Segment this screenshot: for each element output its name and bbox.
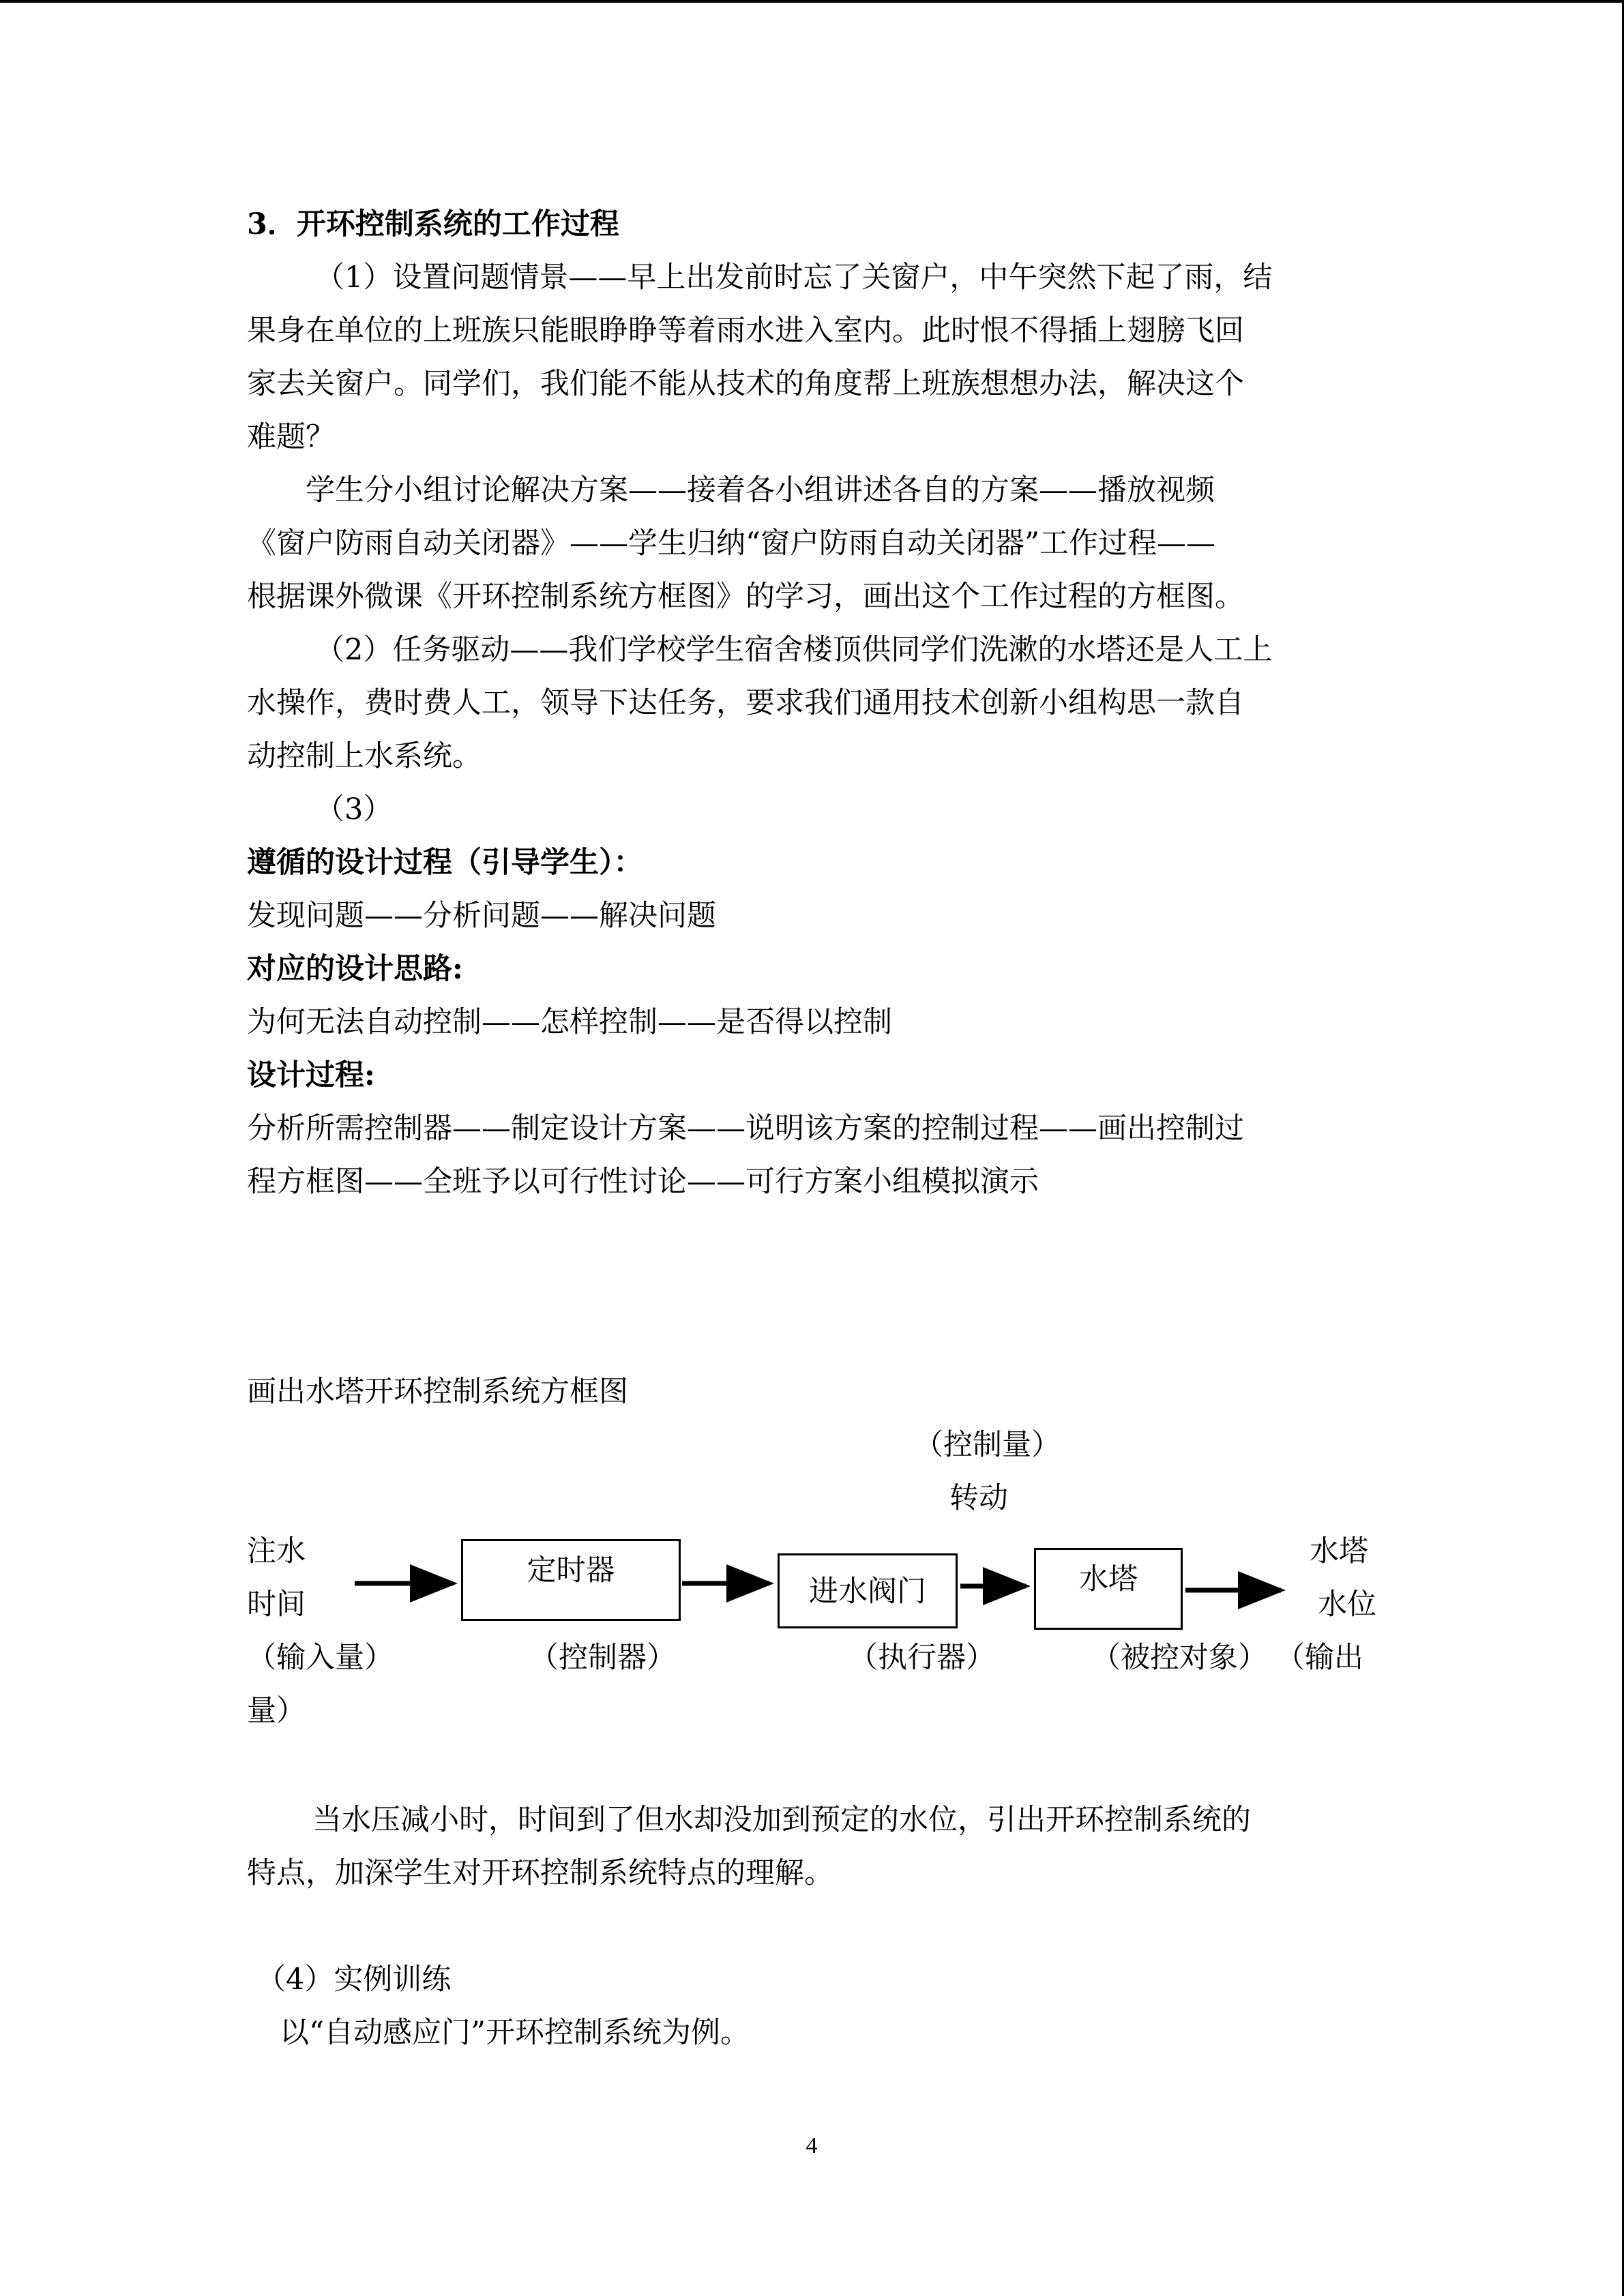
paragraph-5-line-2: 特点，加深学生对开环控制系统特点的理解。 bbox=[247, 1856, 833, 1890]
heading-design-course: 设计过程: bbox=[247, 1058, 375, 1092]
heading-design-process: 遵循的设计过程（引导学生）： bbox=[247, 846, 643, 880]
paragraph-3-line-2: 水操作，费时费人工，领导下达任务，要求我们通用技术创新小组构思一款自 bbox=[247, 686, 1244, 720]
actuator-role-label: （执行器） bbox=[848, 1641, 995, 1675]
paragraph-1-line-1: （1）设置问题情景——早上出发前时忘了关窗户，中午突然下起了雨，结 bbox=[315, 260, 1273, 295]
plant-name: 水塔 bbox=[1079, 1562, 1138, 1596]
control-quantity-label: （控制量） bbox=[914, 1428, 1061, 1462]
paragraph-6: （4）实例训练 bbox=[256, 1963, 452, 1997]
paragraph-2-line-2: 《窗户防雨自动关闭器》——学生归纳“窗户防雨自动关闭器”工作过程—— bbox=[247, 526, 1215, 561]
plant-role-label: （被控对象） bbox=[1091, 1641, 1267, 1675]
paragraph-5-line-1: 当水压减小时，时间到了但水却没加到预定的水位，引出开环控制系统的 bbox=[312, 1803, 1251, 1837]
paragraph-1-line-3: 家去关窗户。同学们，我们能不能从技术的角度帮上班族想想办法，解决这个 bbox=[247, 367, 1244, 401]
page-number: 4 bbox=[806, 2133, 818, 2158]
output-role-label-continued: 量） bbox=[247, 1694, 306, 1728]
output-label-line-2: 水位 bbox=[1318, 1587, 1376, 1622]
input-role-label: （输入量） bbox=[247, 1641, 394, 1675]
output-label-line-1: 水塔 bbox=[1310, 1534, 1368, 1568]
control-quantity-value: 转动 bbox=[949, 1481, 1008, 1515]
paragraph-1-line-2: 果身在单位的上班族只能眼睁睁等着雨水进入室内。此时恨不得插上翅膀飞回 bbox=[247, 314, 1244, 348]
design-course-line-1: 分析所需控制器——制定设计方案——说明该方案的控制过程——画出控制过 bbox=[247, 1112, 1244, 1146]
design-process-steps: 发现问题——分析问题——解决问题 bbox=[247, 899, 716, 933]
design-thinking-steps: 为何无法自动控制——怎样控制——是否得以控制 bbox=[247, 1005, 892, 1039]
diagram-caption: 画出水塔开环控制系统方框图 bbox=[247, 1375, 628, 1409]
section-heading: 3．开环控制系统的工作过程 bbox=[247, 207, 619, 241]
controller-name: 定时器 bbox=[527, 1553, 615, 1587]
actuator-name: 进水阀门 bbox=[809, 1575, 926, 1609]
paragraph-2-line-1: 学生分小组讨论解决方案——接着各小组讲述各自的方案——播放视频 bbox=[306, 473, 1215, 507]
heading-design-thinking: 对应的设计思路: bbox=[247, 952, 463, 986]
input-label-line-1: 注水 bbox=[247, 1534, 306, 1568]
paragraph-2-line-3: 根据课外微课《开环控制系统方框图》的学习，画出这个工作过程的方框图。 bbox=[247, 580, 1244, 614]
paragraph-7: 以“自动感应门”开环控制系统为例。 bbox=[280, 2016, 750, 2050]
output-role-label: （输出 bbox=[1275, 1641, 1363, 1675]
controller-role-label: （控制器） bbox=[529, 1641, 676, 1675]
paragraph-3-line-1: （2）任务驱动——我们学校学生宿舍楼顶供同学们洗漱的水塔还是人工上 bbox=[315, 633, 1273, 667]
paragraph-4: （3） bbox=[315, 792, 393, 826]
paragraph-1-line-4: 难题？ bbox=[247, 420, 335, 454]
paragraph-3-line-3: 动控制上水系统。 bbox=[247, 739, 482, 773]
input-label-line-2: 时间 bbox=[247, 1587, 306, 1622]
design-course-line-2: 程方框图——全班予以可行性讨论——可行方案小组模拟演示 bbox=[247, 1165, 1039, 1199]
